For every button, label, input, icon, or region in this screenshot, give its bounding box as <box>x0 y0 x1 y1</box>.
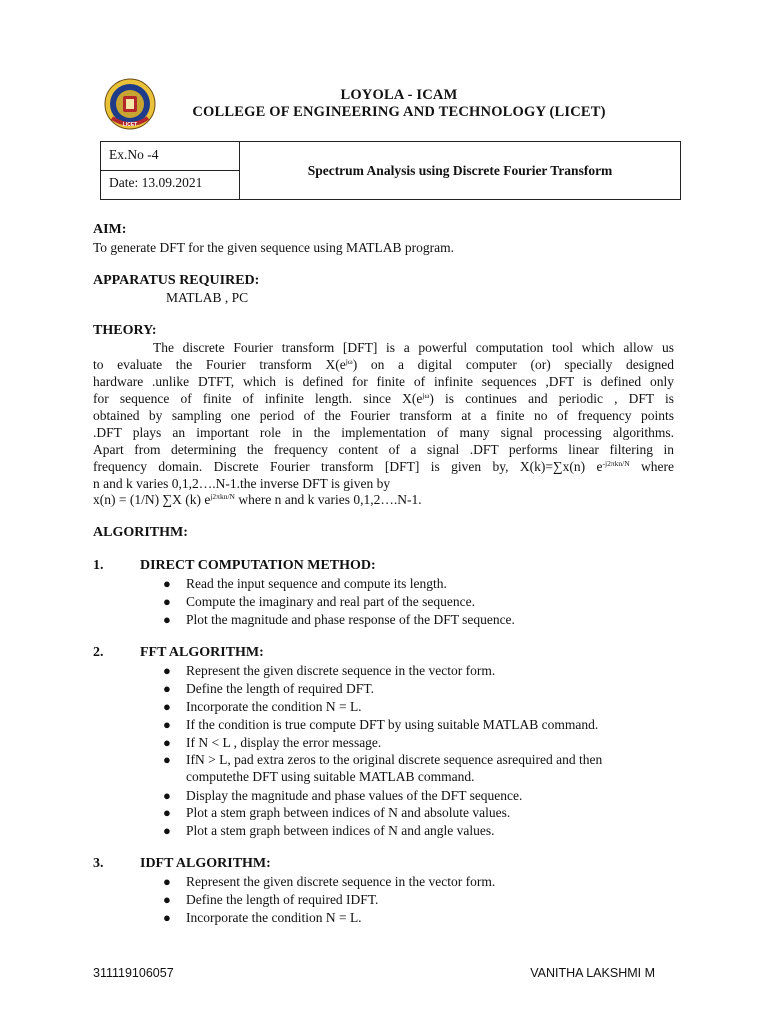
bullet-icon: ● <box>163 910 171 925</box>
theory-line: .DFT plays an important role in the implementation of many signal processing algorithms. <box>93 425 674 440</box>
bullet-icon: ● <box>163 681 171 696</box>
idft-formula-line: x(n) = (1/N) ∑X (k) $e^{j2\pi kn/N}$ where n and k varies 0,1,2….N-1. <box>93 492 422 507</box>
ex-no-cell <box>101 142 239 171</box>
section-number: 1. <box>93 558 104 573</box>
bullet-icon: ● <box>163 805 171 820</box>
aim-heading: AIM: <box>93 222 127 237</box>
section-title-fft: FFT ALGORITHM: <box>140 645 264 660</box>
aim-text: To generate DFT for the given sequence using MATLAB program. <box>93 240 454 255</box>
list-item: Plot a stem graph between indices of N and absolute values. <box>186 805 511 820</box>
bullet-icon: ● <box>163 735 171 750</box>
section-number: 3. <box>93 856 104 871</box>
bullet-icon: ● <box>163 699 171 714</box>
institution-name: LOYOLA - ICAM <box>340 87 458 103</box>
dft-formula-line: frequency domain. Discrete Fourier transform [DFT] is given by, X(k)=∑x(n) $e^{-j2\pi kn/N}$ where <box>93 459 674 474</box>
ex-no: Ex.No -4 <box>109 147 159 162</box>
footer-student-name: VANITHA LAKSHMI M <box>530 966 655 980</box>
theory-line: n and k varies 0,1,2….N-1.the inverse DFT is given by <box>93 476 391 491</box>
bullet-icon: ● <box>163 823 171 838</box>
apparatus-text: MATLAB , PC <box>166 290 249 305</box>
theory-line: to evaluate the Fourier transform $X(e^{j\omega})$ on a digital computer (or) specially designed <box>93 357 674 372</box>
list-item: Read the input sequence and compute its length. <box>186 576 447 591</box>
list-item: Incorporate the condition N = L. <box>186 910 362 925</box>
algorithm-heading: ALGORITHM: <box>93 525 188 540</box>
bullet-icon: ● <box>163 788 171 803</box>
theory-line: for sequence of finite of infinite length. since $X(e^{j\omega})$ is continues and periodic , DFT is <box>93 391 674 406</box>
list-item: Incorporate the condition N = L. <box>186 699 362 714</box>
bullet-icon: ● <box>163 663 171 678</box>
college-name: COLLEGE OF ENGINEERING AND TECHNOLOGY (LICET) <box>192 104 606 120</box>
bullet-icon: ● <box>163 612 171 627</box>
bullet-icon: ● <box>163 594 171 609</box>
theory-heading: THEORY: <box>93 323 157 338</box>
list-item: Plot the magnitude and phase response of the DFT sequence. <box>186 612 515 627</box>
list-item: IfN > L, pad extra zeros to the original discrete sequence asrequired and then <box>186 752 603 767</box>
list-item: Represent the given discrete sequence in the vector form. <box>186 874 496 889</box>
theory-line: obtained by sampling one period of the Fourier transform at a finite no of frequency points <box>93 408 674 423</box>
theory-line: The discrete Fourier transform [DFT] is a powerful computation tool which allow us <box>153 340 674 355</box>
section-number: 2. <box>93 645 104 660</box>
theory-line: Apart from determining the frequency content of a signal .DFT performs linear filtering in <box>93 442 674 457</box>
experiment-title: Spectrum Analysis using Discrete Fourier Transform <box>307 162 613 178</box>
bullet-icon: ● <box>163 892 171 907</box>
experiment-date: Date: 13.09.2021 <box>109 175 203 190</box>
list-item: Define the length of required DFT. <box>186 681 374 696</box>
info-left-column <box>101 142 240 199</box>
footer-register-number: 311119106057 <box>93 966 174 980</box>
list-item: Display the magnitude and phase values of the DFT sequence. <box>186 788 523 803</box>
theory-line: hardware .unlike DTFT, which is defined for finite of infinite sequences ,DFT is defined only <box>93 374 674 389</box>
apparatus-heading: APPARATUS REQUIRED: <box>93 273 260 288</box>
list-item: Define the length of required IDFT. <box>186 892 379 907</box>
list-item: If the condition is true compute DFT by using suitable MATLAB command. <box>186 717 599 732</box>
section-title-direct-computation: DIRECT COMPUTATION METHOD: <box>140 558 376 573</box>
list-item: Compute the imaginary and real part of the sequence. <box>186 594 476 609</box>
list-item: Plot a stem graph between indices of N and angle values. <box>186 823 495 838</box>
bullet-icon: ● <box>163 874 171 889</box>
bullet-icon: ● <box>163 576 171 591</box>
list-item: Represent the given discrete sequence in the vector form. <box>186 663 496 678</box>
bullet-icon: ● <box>163 717 171 732</box>
bullet-icon: ● <box>163 752 171 767</box>
list-item-continuation: computethe DFT using suitable MATLAB command. <box>186 769 475 784</box>
logo-text: LICET <box>122 122 138 128</box>
section-title-idft: IDFT ALGORITHM: <box>140 856 271 871</box>
list-item: If N < L , display the error message. <box>186 735 382 750</box>
experiment-info-table <box>100 141 681 200</box>
